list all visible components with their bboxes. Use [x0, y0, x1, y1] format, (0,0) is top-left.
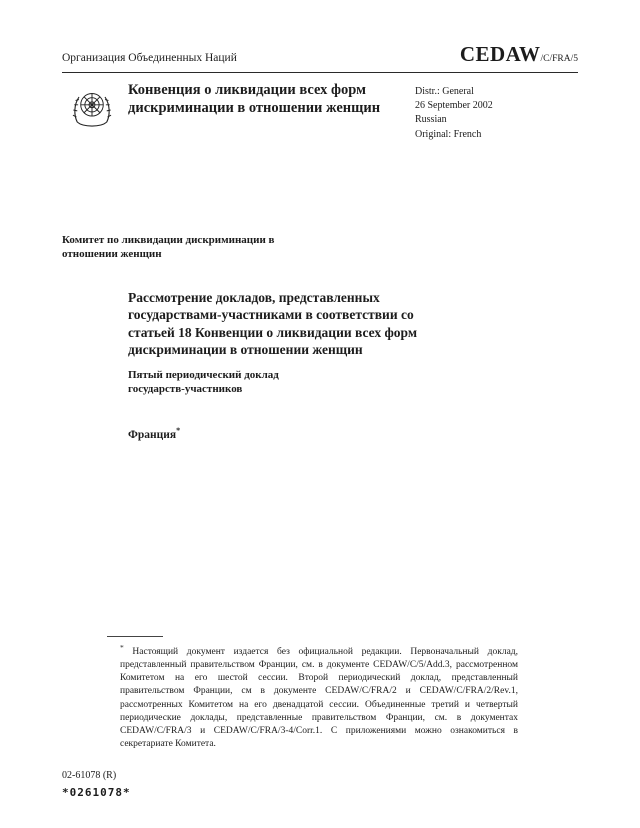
country-footnote-marker: *	[176, 426, 181, 435]
original-language-line: Original: French	[415, 128, 482, 140]
distribution-block	[415, 85, 493, 142]
report-subtitle: Пятый периодический доклад государств-участников	[128, 369, 279, 396]
footnote-text: Настоящий документ издается без официальной редакции. Первоначальный доклад, представленный правительством Франции, см. в документе CEDAW/C/5/Add.3, рассмотренном Комитетом на его шестой сессии. Второй периодический доклад, представленный правительством Франции, см в документе CEDAW/C/FRA/2 и CEDAW/C/FRA/2/Rev.1, рассмотренных Комитетом на его двенадцатой сессии. Объединенные третий и четвертый периодические доклады, представленные правительством Франции, см. в документах CEDAW/C/FRA/3 и CEDAW/C/FRA/3-4/Corr.1. С приложениями можно ознакомиться в секретариате Комитета.	[120, 647, 518, 749]
date-line: 26 September 2002	[415, 100, 493, 112]
document-symbol	[460, 42, 578, 67]
org-name: Организация Объединенных Наций	[62, 52, 237, 64]
footnote	[120, 643, 518, 751]
un-emblem-icon	[66, 84, 118, 136]
footnote-separator-rule	[107, 636, 163, 637]
language-line: Russian	[415, 114, 447, 126]
header-rule	[62, 72, 578, 73]
footnote-marker: *	[120, 643, 124, 652]
report-title: Рассмотрение докладов, представленных государствами-участниками в соответствии со статьей 18 Конвенции о ликвидации всех форм дискриминации в отношении женщин	[128, 290, 418, 357]
document-symbol-suffix: /C/FRA/5	[540, 54, 578, 64]
document-symbol-main: CEDAW	[459, 42, 541, 66]
country-name	[128, 426, 180, 441]
country-label: Франция	[128, 428, 177, 441]
distr-line: Distr.: General	[415, 86, 474, 97]
convention-title: Конвенция о ликвидации всех форм дискриминации в отношении женщин	[128, 82, 381, 116]
committee-heading: Комитет по ликвидации дискриминации в отношении женщин	[62, 234, 275, 261]
footer-document-number: 02-61078 (R)	[62, 770, 117, 781]
footer-barcode-text: *0261078*	[62, 786, 131, 799]
